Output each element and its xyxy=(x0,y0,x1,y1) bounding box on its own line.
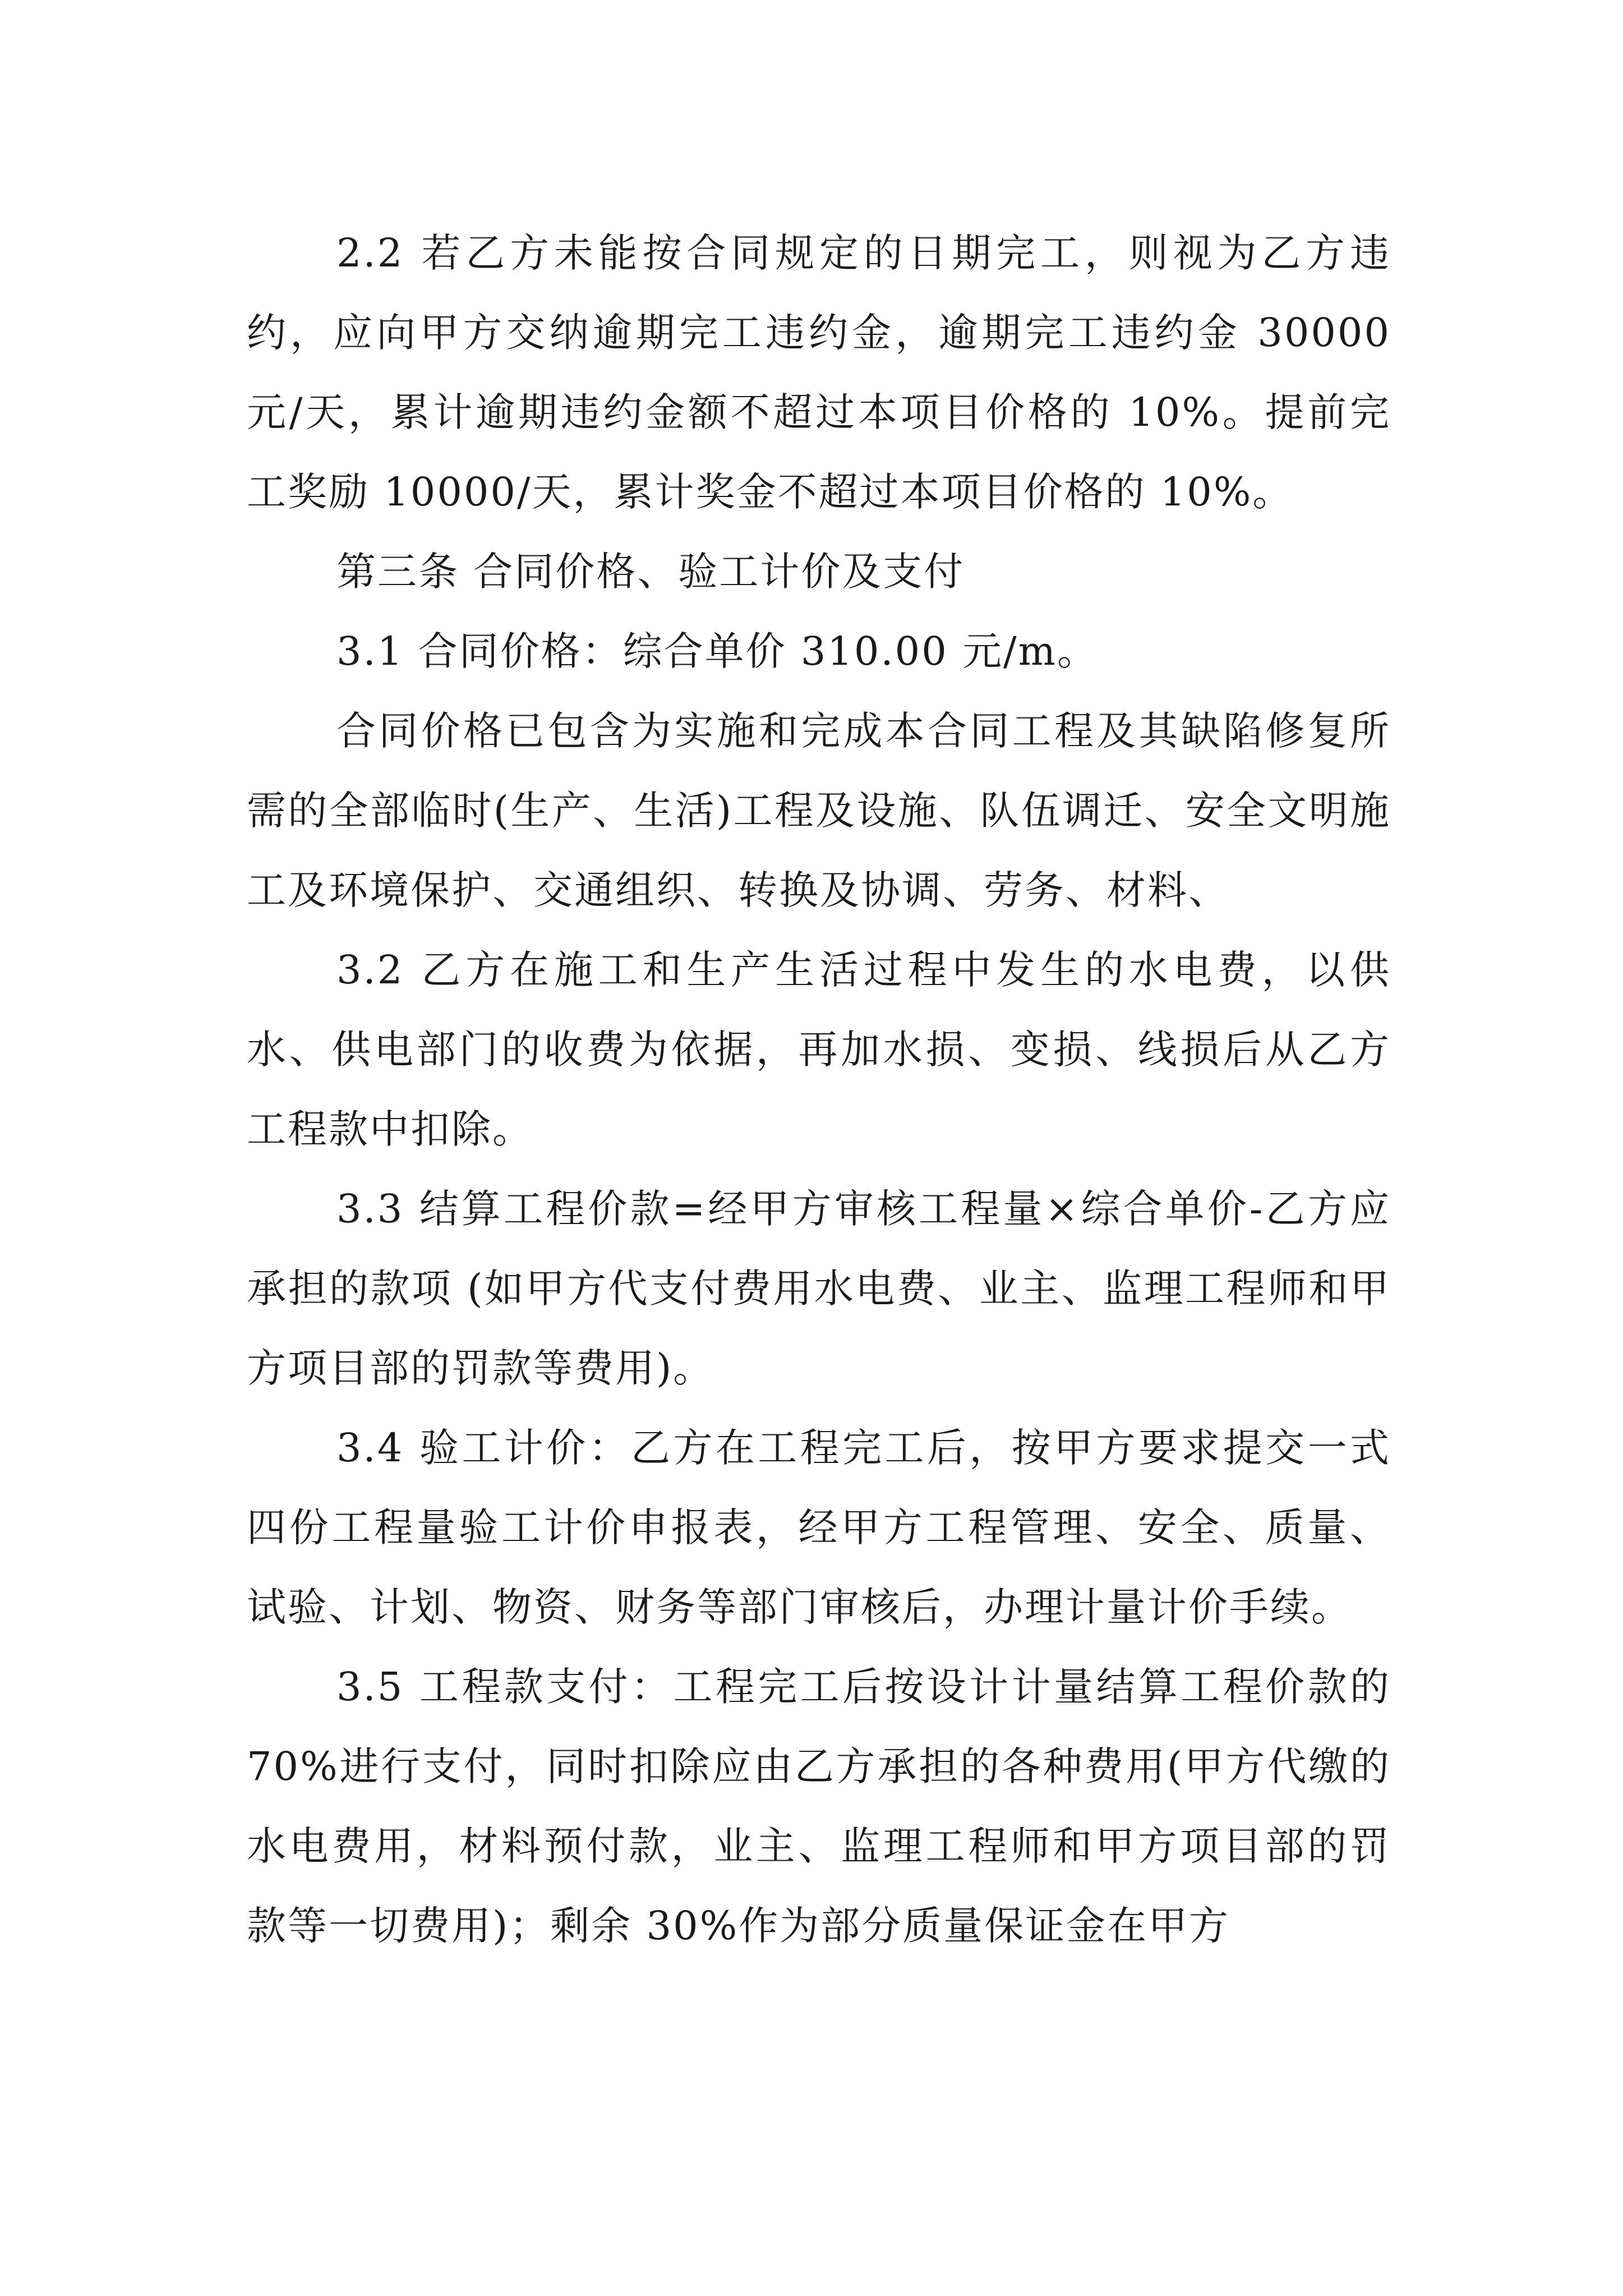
clause-3-3-paragraph: 3.3 结算工程价款=经甲方审核工程量×综合单价-乙方应承担的款项 (如甲方代支付费用水电费、业主、监理工程师和甲方项目部的罚款等费用)。 xyxy=(247,1186,1391,1391)
clause-3-5-paragraph: 3.5 工程款支付：工程完工后按设计计量结算工程价款的 70%进行支付，同时扣除应由乙方承担的各种费用(甲方代缴的水电费用，材料预付款，业主、监理工程师和甲方项目部的罚款等一切费用)；剩余 30%作为部分质量保证金在甲方 xyxy=(247,1664,1391,1949)
clause-2-2-paragraph: 2.2 若乙方未能按合同规定的日期完工，则视为乙方违约，应向甲方交纳逾期完工违约金，逾期完工违约金 30000 元/天，累计逾期违约金额不超过本项目价格的 10%。提前完工奖励 10000/天，累计奖金不超过本项目价格的 10%。 xyxy=(247,230,1391,515)
clause-3-2-paragraph: 3.2 乙方在施工和生产生活过程中发生的水电费，以供水、供电部门的收费为依据，再加水损、变损、线损后从乙方工程款中扣除。 xyxy=(247,947,1391,1152)
clause-3-1-paragraph: 3.1 合同价格：综合单价 310.00 元/m。 xyxy=(336,628,1098,674)
contract-price-scope-paragraph: 合同价格已包含为实施和完成本合同工程及其缺陷修复所需的全部临时(生产、生活)工程及设施、队伍调迁、安全文明施工及环境保护、交通组织、转换及协调、劳务、材料、 xyxy=(247,708,1391,913)
article-3-heading: 第三条 合同价格、验工计价及支付 xyxy=(336,549,965,595)
contract-text-body xyxy=(247,213,1391,1966)
clause-3-4-paragraph: 3.4 验工计价：乙方在工程完工后，按甲方要求提交一式四份工程量验工计价申报表，经甲方工程管理、安全、质量、试验、计划、物资、财务等部门审核后，办理计量计价手续。 xyxy=(247,1425,1391,1630)
